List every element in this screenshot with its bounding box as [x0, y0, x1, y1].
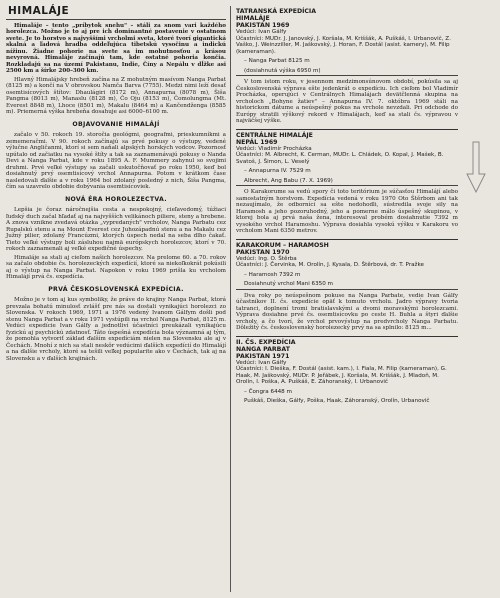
expedition-members: Účastníci: J. Červinka, M. Orolín, J. Kysala, D. Štěrbová, dr. T. Pražke [236, 262, 424, 268]
expedition-text: V tom istom roku, v jesennom medzimonsúnovom období, pokúsila sa aj Československá výprava ešte jedenkrát o expedíciu. Ich cieľom bol Vladimír Procházka, operujúci v Centrálnych Himalájach devätčlenná skupina na vrcholoch „Bohyne žatiev" – Annapurna IV. 7. októbra 1969 stáli na historickom dátume a neúspešný pokus na vrchole nevzdali. Pri odchode do Európy stratili výškový rekord v Himalájach, keď sa stali čs. výpravou v najväčšej výške. [236, 79, 458, 124]
intro-paragraph: Himaláje – tento „príbytok snehu" – stáli za snom vari každého horolezca. Možno je to aj pre ich dominantné postavenie v ostatnom svete. Je to horstvo s najvyššími vrcholmi sveta, ktoré tvorí gigantická skalná a ľadová hradba oddeľujúca tibetskú vysočinu a indickú nížinu. Žiadne pohorie na svete sa im mohutnosťou a krásou nevyrovná. Himaláje začínajú tam, kde ostatné pohoria končia. Rozkladajú sa na území Pakistanu, Indie, Číny a Nepálu v dĺžke asi 2500 km a šírke 200–300 km. [6, 22, 226, 74]
expedition-peak: – Čongra 6448 m [244, 388, 292, 395]
section-text-new-era: Lepšia je čoraz náročnejšia cesta a nespokojný, cieľavedomý, túžiaci ľudský duch začal hľadať aj na najvyšších velikánoch piliere, steny a hrebene. A znova vznikne zvedavá otázka „vypredaných" vrcholov, Nanga Parbatu cez Rupalskú stenu a na Mount Everest cez Juhozápadnú stenu a na Makalu cez Južný pilier, zdolaný Francúzmi, ktorých úspech nedal na seba dlho čakať. Tieto veľké výstupy boli zásluhou najmä európskych horolezcov, ktorí v 70. rokoch zaznamenali aj veľké expedičné úspechy. [6, 207, 226, 252]
expedition-peak-note: Albrecht, Ang Babu (7. X. 1969) [244, 177, 333, 184]
left-column [6, 5, 226, 594]
expedition-country-year: PAKISTAN 1969 [236, 22, 290, 29]
expedition-text: Dva roky po neúspešnom pokuse na Nanga Parbate, vedie Ivan Gálfy účastníkov II. čs. expedície opäť k tomuto vrcholu. Jadro výpravy tvoria tatranci, doplnení tromi bratislavskými a dvomi moravskými horolezcami. Výprava dosiahne prvé čs. osemtisícovku po ceste H. Buhla a štyri ďalšie vrcholy, a čo tvorí, že vrchol prvovýstup na predvrcholy Nanga Parbatu. Dôležitý čs. československý horolezecký prvý na sa splnilo: 8125 m... [236, 292, 458, 331]
expedition-rule [236, 289, 458, 290]
expedition-1969-tatra [236, 8, 458, 125]
expedition-peak-note: (dosiahnutá výška 6950 m) [244, 67, 321, 74]
column-divider [230, 6, 231, 592]
expedition-peak: – Nanga Parbat 8125 m [244, 58, 310, 64]
expedition-text: O Karakorume sa vedú spory či toto teritórium je súčasťou Himalájí alebo samostatným horstvom. Expedícia vedená v roku 1970 Oto Štěrbom ani tak nezaujímalo, že odborníci sa ešte nedohodli, sústredila svoje sily na Haramosh a jeho pozoruhodný, jeho a pomerne málo úspešný skupinou, v ktorej bola aj prvá naša žena, interesoval probém dosiahnutie 7392 m vysokého vrchol Haramoshu. Výprava dosiahla vysokú výšku v Karakoru vo vrcholom Mani 6350 metrov. [236, 189, 458, 234]
section-text-new-era-2: Himaláje sa stali aj cieľom našich horolezcov. Na prelome 60. a 70. rokov sa začalo obdobie čs. horolezeckých expedícií, ktoré sa niekoľkokrát pokúsili aj o výstup na Nanga Parbat. Napokon v roku 1969 prišla ku vrcholom Himalájí prvá čs. expedícia. [6, 254, 226, 280]
expedition-peak-note: Puškáš, Dieška, Gálfy, Poška, Haak, Záhoranský, Orolín, Urbanovič [244, 398, 430, 404]
expedition-members: Účastníci: M. Albrecht, K. Cerman, MUDr. L. Chládek, O. Kopal, J. Mašek, B. Svatoš, J. Šimon, L. Veselý [236, 152, 444, 165]
expedition-leader: Vedúci: Ivan Gálfy [236, 29, 287, 35]
expedition-peak-note: Dosiahnutý vrchol Mani 6350 m [244, 281, 334, 287]
section-text-first-expedition: Možno je v tom aj kus symboliky, že práve do krajiny Nanga Parbat, ktorá prevzala bohatú minulosť zvlášť pre nás sa dostali vynikajúci horolezci zo Slovenska. V rokoch 1969, 1971 a 1976 vedený Ivanom Gálfym došli pod stenu Nanga Parbat a v roku 1971 vystúpili na vrchol Nanga Parbat, 8125 m. Vedúci expedície Ivan Gálfy a jednotliví účastníci preukázali vynikajúcu fyzickú aj psychickú zdatnosť. Táto úspešná expedícia bola významná aj tým, že pomohla vytvoriť základ ďalším expedíciám nielen na Slovensku ale aj v Čechách. Mnohí z nich sa stali neskôr vedúcimi ďalších expedícií do Himalájí a na ďalšie vrcholy, ktoré sa tešili veľkej popularite ako v Čechách, tak aj na Slovensku a v ďalších krajinách. [6, 297, 226, 362]
expedition-leader: Vedúci: Ing. O. Štěrba [236, 255, 297, 262]
intro-paragraph-2: Hlavný Himalájsky hrebeň začína na Z mohutným masívom Nanga Parbat (8125 m) a končí na V obrovskou Namča Barva (7755). Medzi nimi leží desať osemtisícových štítov: Dhaulágiri (8172 m), Annapurna (8078 m), Šiša Pangma (8013 m), Manaslu (8128 m), Čo Oju (8153 m), Čomolungma (Mt. Everest 8848 m), Lhoce (8501 m), Makalu (8464 m) a Kančendženga (8585 m). Priemerná výška hrebeňa dosahuje asi 6000–6100 m. [6, 76, 226, 115]
section-text-discovery: začalo v 50. rokoch 19. storočia geológmi, geografmi, prieskumníkmi a zememeračmi. V 90. rokoch začínajú sa prvé pokusy o výstupy, vedené výlučne Angličanmi, ktorí si sem naňali alpských horských vodcov. Pozornosť upútalo od začiatku na vysoké štíty a tak sa zaznamenávajú pokusy o Nanda Devi a Nanga Parbat, kde v roku 1895 A. F. Mummery zahynul so svojimi druhmi. Prvé veľké výstupy sa začali uskutočňovať po roku 1950, keď bol dosiahnutý prvý osemtisícový vrchol Annapurna. Potom v krátkom čase nasledovali ďalšie a v roku 1964 bol zdolaný posledný z nich, Šiša Pangma, čím sa uzavrelo obdobie dobývania osemtisícoviek. [6, 132, 226, 190]
right-column [236, 8, 458, 594]
expedition-title: II. ČS. EXPEDÍCIA [236, 338, 296, 346]
expedition-leader: Vedúci: Vladimír Procházka [236, 145, 312, 152]
expedition-leader: Vedúci: Ivan Gálfy [236, 359, 287, 366]
expedition-country-year: NEPÁL 1969 [236, 138, 278, 146]
pencil-mark-icon [463, 140, 489, 196]
section-heading-new-era: NOVÁ ÉRA HOROLEZECTVA. [65, 195, 167, 203]
expedition-region: NANGA PARBAT [236, 345, 290, 353]
section-heading-discovery: OBJAVOVANIE HIMALÁJÍ [72, 120, 160, 128]
expedition-rule [236, 75, 458, 76]
section-heading-first-expedition: PRVÁ ČESKOSLOVENSKÁ EXPEDÍCIA. [48, 285, 184, 293]
expedition-country-year: PAKISTAN 1971 [236, 352, 290, 360]
expedition-members: Účastníci: MUDr. J. Janovský, J. Koršala, M. Kriššák, A. Puškáš, I. Urbanovič, Z. Vaško, J. Weinzziller, M. Jaškovský, J. Horan, F. Dostál (asist. kamery), M. Filip (kameraman). [236, 35, 451, 55]
expedition-1969-central [236, 129, 458, 235]
expedition-title: KARAKORUM – HARAMOSH [236, 241, 329, 249]
title-rule [6, 19, 226, 20]
expedition-rule [236, 185, 458, 186]
expedition-members: Účastníci: I. Dieška, F. Dostál (asist. kam.), I. Fiala, M. Filip (kameraman), G. Haak, M. Jaškovský, MUDr. P. Jeřábek, J. Koršala, M. Kriššák, J. Mladoň, M. Orolín, I. Poška, A. Puškáš, E. Záhoranský, I. Urbanovič [236, 366, 447, 385]
expedition-peak: – Haramosh 7392 m [244, 271, 301, 278]
expedition-region: HIMALÁJE [236, 15, 270, 22]
expedition-title: CENTRÁLNE HIMALÁJE [236, 131, 313, 139]
expedition-title: TATRANSKÁ EXPEDÍCIA [236, 8, 317, 15]
expedition-1970-karakorum [236, 239, 458, 332]
expedition-peak: – Annapurna IV. 7529 m [244, 168, 311, 174]
page-title: HIMALÁJE [8, 5, 70, 17]
expedition-1971-nanga-parbat [236, 336, 458, 405]
expedition-country-year: PAKISTAN 1970 [236, 248, 290, 256]
